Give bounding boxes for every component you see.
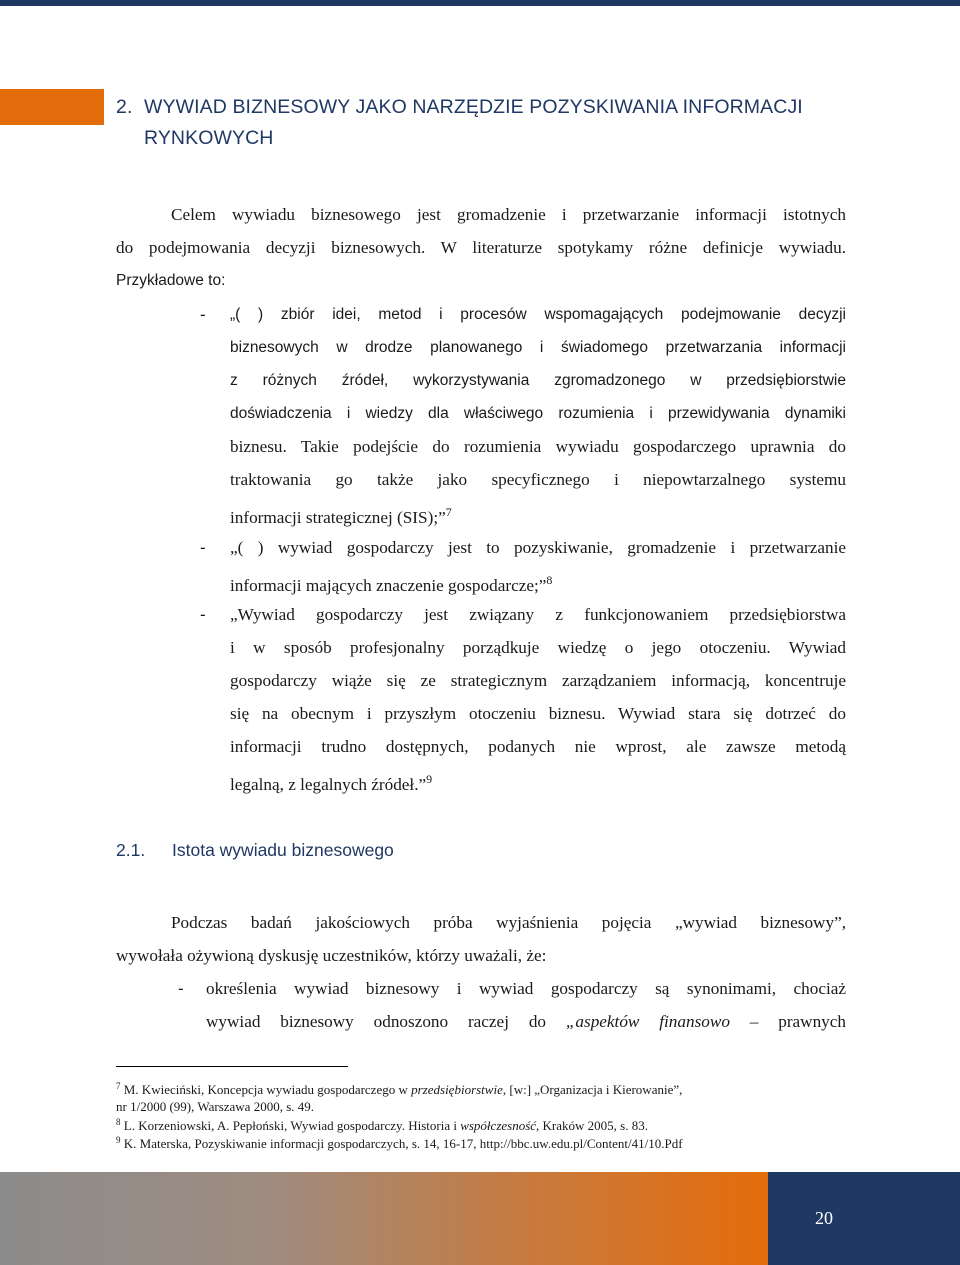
section-heading [116,92,876,154]
footnote-text: M. Kwieciński, Koncepcja wywiadu gospodarczego w [120,1082,412,1097]
footnote-italic: przedsiębiorstwie [411,1082,503,1097]
quote1-line: doświadczenia i wiedzy dla właściwego rozumienia i przewidywania dynamiki [230,405,846,422]
footnote-ref-8[interactable]: 8 [546,573,553,587]
heading-accent-bar [0,89,104,125]
subsection-heading [116,840,394,861]
intro-line3: Przykładowe to: [116,272,226,289]
quote1-line: „( ) zbiór idei, metod i procesów wspomagających podejmowanie decyzji [230,306,846,323]
para2-line1: Podczas badań jakościowych próba wyjaśnienia pojęcia „wywiad biznesowy”, [171,913,846,932]
quote3-line: się na obecnym i przyszłym otoczeniu biznesu. Wywiad stara się dotrzeć do [230,704,846,723]
page-number: 20 [815,1208,833,1228]
quote3-line: informacji trudno dostępnych, podanych nie wprost, ale zawsze metodą [230,737,846,756]
quote1-line: z różnych źródeł, wykorzystywania zgromadzonego w przedsiębiorstwie [230,372,846,389]
para2-bullet-line2 [206,1005,846,1038]
quote1-line: biznesu. Takie podejście do rozumienia wywiadu gospodarczego uprawnia do [230,437,846,456]
para2-bullet-line1: określenia wywiad biznesowy i wywiad gospodarczy są synonimami, chociaż [206,979,846,998]
footnote-number: 7 [116,1081,121,1091]
section-title-line1: WYWIAD BIZNESOWY JAKO NARZĘDZIE POZYSKIWANIA INFORMACJI [144,96,803,118]
subsection-number: 2.1. [116,840,146,860]
section-title-line2: RYNKOWYCH [144,127,274,149]
quote1-line: informacji strategicznej (SIS);” [230,508,446,527]
quote1-line: biznesowych w drodze planowanego i świadomego przetwarzania informacji [230,339,846,356]
intro-line1: Celem wywiadu biznesowego jest gromadzenie i przetwarzanie informacji istotnych [171,205,846,224]
footnote-7 [116,1078,876,1115]
footnote-text: , [w:] „Organizacja i Kierowanie”, [502,1082,683,1097]
subsection-title: Istota wywiadu biznesowego [172,840,394,860]
definition-quote-2 [230,531,846,602]
quote1-line: traktowania go także jako specyficznego i niepowtarzalnego systemu [230,470,846,489]
top-border [0,0,960,6]
footnote-text: L. Korzeniowski, A. Pepłoński, Wywiad gospodarczy. Historia i [120,1118,461,1133]
quote3-line: legalną, z legalnych źródeł.” [230,775,427,794]
para2-bullet-italic: „aspektów finansowo [565,1012,730,1031]
quote3-line: „Wywiad gospodarczy jest związany z funkcjonowaniem przedsiębiorstwa [230,605,846,624]
bullet-dash: - [200,538,206,557]
footnote-italic: współczesność [460,1118,537,1133]
section-number: 2. [116,96,133,118]
intro-line2: do podejmowania decyzji biznesowych. W literaturze spotykamy różne definicje wywiadu. [116,238,846,257]
para2-bullet-text: wywiad biznesowy odnoszono raczej do [206,1012,566,1031]
definition-quote-3 [230,598,846,801]
para2-bullet-text: – prawnych [729,1012,846,1031]
quote2-line: informacji mających znaczenie gospodarcze;” [230,576,547,595]
footnote-ref-7[interactable]: 7 [445,505,452,519]
quote3-line: gospodarczy wiąże się ze strategicznym zarządzaniem informacją, koncentruje [230,671,846,690]
footnote-9 [116,1132,876,1152]
para2-line2: wywołała ożywioną dyskusję uczestników, którzy uważali, że: [116,946,547,965]
bullet-dash: - [200,605,206,624]
footnote-ref-9[interactable]: 9 [426,772,433,786]
footer-gradient-band [0,1172,768,1265]
footnote-8 [116,1114,876,1134]
quote2-line: „( ) wywiad gospodarczy jest to pozyskiwanie, gromadzenie i przetwarzanie [230,538,846,557]
footnote-separator [116,1066,348,1067]
definition-quote-1 [230,298,846,534]
bullet-dash: - [200,305,206,324]
bullet-dash: - [178,979,184,998]
footnote-text: , Kraków 2005, s. 83. [536,1118,648,1133]
quote3-line: i w sposób profesjonalny porządkuje wiedzę o jego otoczeniu. Wywiad [230,638,846,657]
footnote-number: 8 [116,1117,121,1127]
footnote-text[interactable]: K. Materska, Pozyskiwanie informacji gospodarczych, s. 14, 16-17, http://bbc.uw.edu.pl/Content/41/10.Pdf [120,1136,683,1151]
footnote-text: nr 1/2000 (99), Warszawa 2000, s. 49. [116,1099,315,1114]
footnote-number: 9 [116,1135,121,1145]
